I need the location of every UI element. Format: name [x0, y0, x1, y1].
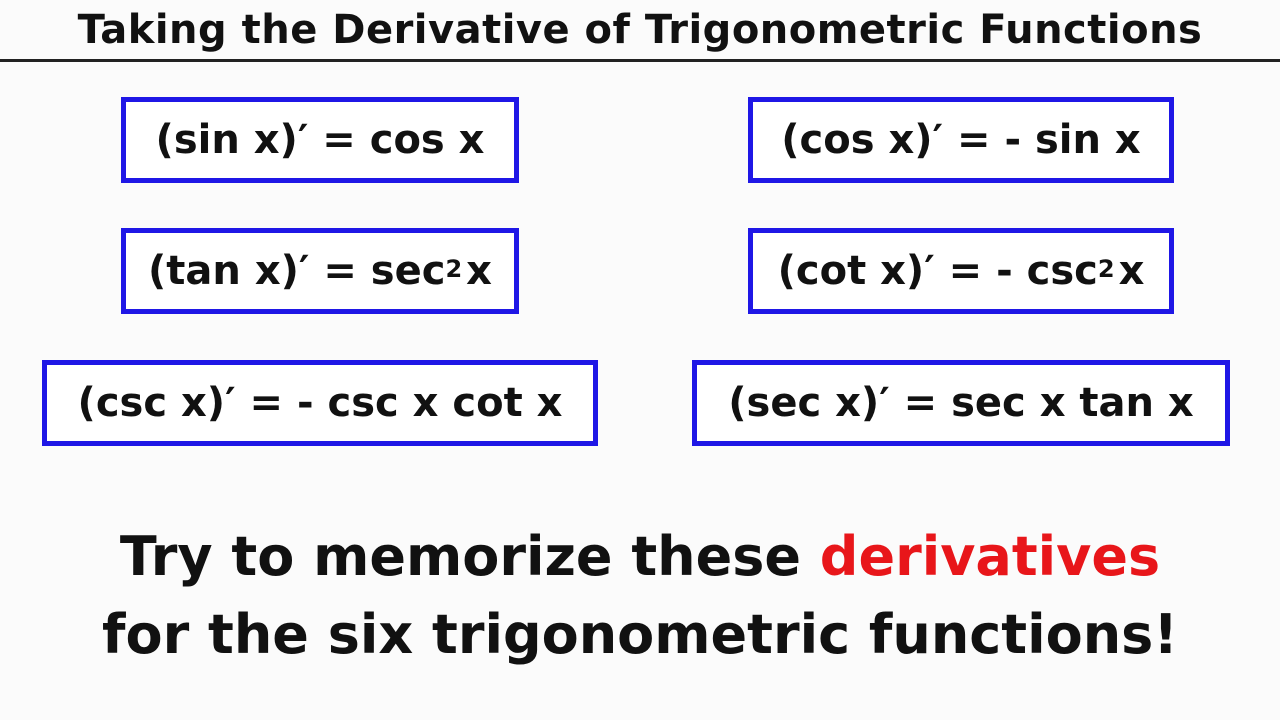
formula-box-tan	[121, 228, 519, 314]
formula-cot-exponent: 2	[1097, 255, 1115, 283]
memorize-message	[0, 518, 1280, 674]
title-divider	[0, 59, 1280, 62]
formula-sin-text: (sin x)′ = cos x	[155, 117, 485, 163]
formula-box-sec	[692, 360, 1230, 446]
formula-tan-exponent: 2	[445, 255, 463, 283]
formula-tan-text: (tan x)′ = sec	[148, 248, 446, 294]
formula-csc-text: (csc x)′ = - csc x cot x	[77, 380, 563, 426]
formula-sec-text: (sec x)′ = sec x tan x	[728, 380, 1194, 426]
message-line-2: for the six trigonometric functions!	[102, 603, 1178, 666]
formula-cos-text: (cos x)′ = - sin x	[781, 117, 1141, 163]
formula-box-cot	[748, 228, 1174, 314]
message-line-1-text: Try to memorize these	[119, 525, 820, 588]
formula-box-csc	[42, 360, 598, 446]
formula-cot-text: (cot x)′ = - csc	[777, 248, 1098, 294]
slide-title: Taking the Derivative of Trigonometric Functions	[77, 7, 1203, 53]
formula-tan-variable: x	[466, 248, 492, 294]
formula-cot-variable: x	[1118, 248, 1145, 294]
formula-box-sin	[121, 97, 519, 183]
message-line-1	[0, 518, 1280, 596]
formula-box-cos	[748, 97, 1174, 183]
message-highlight-word: derivatives	[819, 525, 1161, 588]
